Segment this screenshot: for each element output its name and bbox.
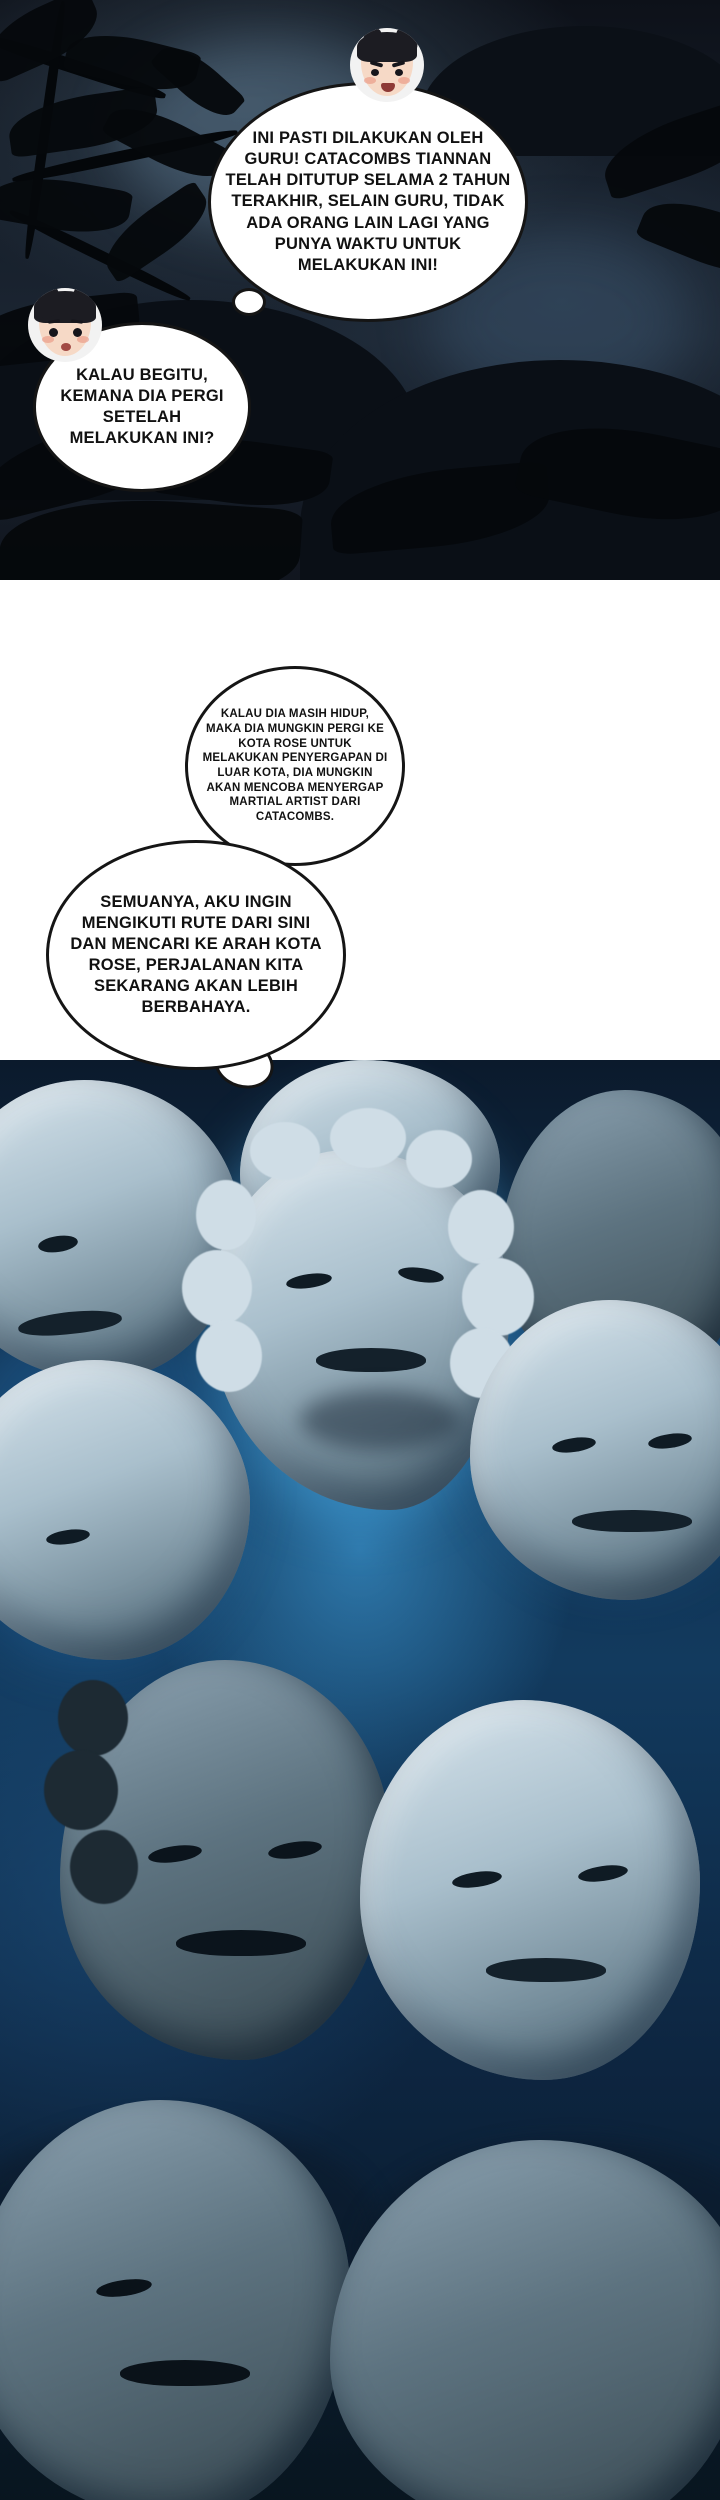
speech-bubble-1[interactable] — [208, 82, 528, 322]
speech-bubble-1-tail — [232, 288, 266, 316]
avatar-cheek-left — [42, 336, 54, 343]
speech-bubble-2-text: KALAU BEGITU, KEMANA DIA PERGI SETELAH MELAKUKAN INI? — [60, 365, 224, 448]
avatar-mouth — [61, 343, 71, 351]
fur-tuft-right-2 — [462, 1258, 534, 1336]
speech-bubble-3-text: KALAU DIA MASIH HIDUP, MAKA DIA MUNGKIN PERGI KE KOTA ROSE UNTUK MELAKUKAN PENYERGAPAN DI LUAR KOTA, DIA MUNGKIN AKAN MENCOBA MENYERGAP MARTIAL ARTIST DARI CATACOMBS. — [202, 708, 388, 824]
fur-tuft-top-2 — [330, 1108, 406, 1168]
fur-tuft-left-1 — [196, 1180, 256, 1250]
dark-fur-left-2 — [44, 1750, 118, 1830]
blue-ice-figures-panel — [0, 1060, 720, 2500]
central-figure-chin-shadow — [300, 1390, 460, 1450]
avatar-cheek-left — [364, 77, 376, 84]
avatar-cheek-right — [77, 336, 89, 343]
fur-tuft-top-3 — [406, 1130, 472, 1188]
fur-tuft-left-3 — [196, 1320, 262, 1392]
bottom-figure-left-mouth — [120, 2360, 250, 2386]
ice-figure-lower-right — [360, 1700, 700, 2080]
speech-bubble-1-text: INI PASTI DILAKUKAN OLEH GURU! CATACOMBS TIANNAN TELAH DITUTUP SELAMA 2 TAHUN TERAKHIR, SELAIN GURU, TIDAK ADA ORANG LAIN LAGI YANG PUNYA WAKTU UNTUK MELAKUKAN INI! — [225, 129, 511, 274]
speech-bubble-4-text: SEMUANYA, AKU INGIN MENGIKUTI RUTE DARI SINI DAN MENCARI KE ARAH KOTA ROSE, PERJALANAN KITA SEKARANG AKAN LEBIH BERBAHAYA. — [70, 892, 322, 1017]
fur-tuft-left-2 — [182, 1250, 252, 1326]
avatar-eye-right — [395, 69, 403, 76]
fur-tuft-right-1 — [448, 1190, 514, 1264]
night-jungle-panel — [0, 0, 720, 580]
ice-figure-mid-right-mouth — [572, 1510, 692, 1532]
ice-figure-lower-right-mouth — [486, 1958, 606, 1982]
bottom-figure-left — [0, 2100, 350, 2500]
dark-fur-left-3 — [70, 1830, 138, 1904]
central-figure-mouth — [316, 1348, 426, 1372]
avatar-cheek-right — [398, 77, 410, 84]
angry-boy-avatar — [350, 28, 424, 102]
fur-tuft-top-1 — [250, 1122, 320, 1180]
avatar-eye-left — [371, 69, 379, 76]
dark-figure-mouth — [176, 1930, 306, 1956]
speech-bubble-4[interactable] — [46, 840, 346, 1070]
dark-fur-left-1 — [58, 1680, 128, 1756]
surprised-boy-avatar — [28, 288, 102, 362]
speech-bubble-3[interactable] — [185, 666, 405, 866]
